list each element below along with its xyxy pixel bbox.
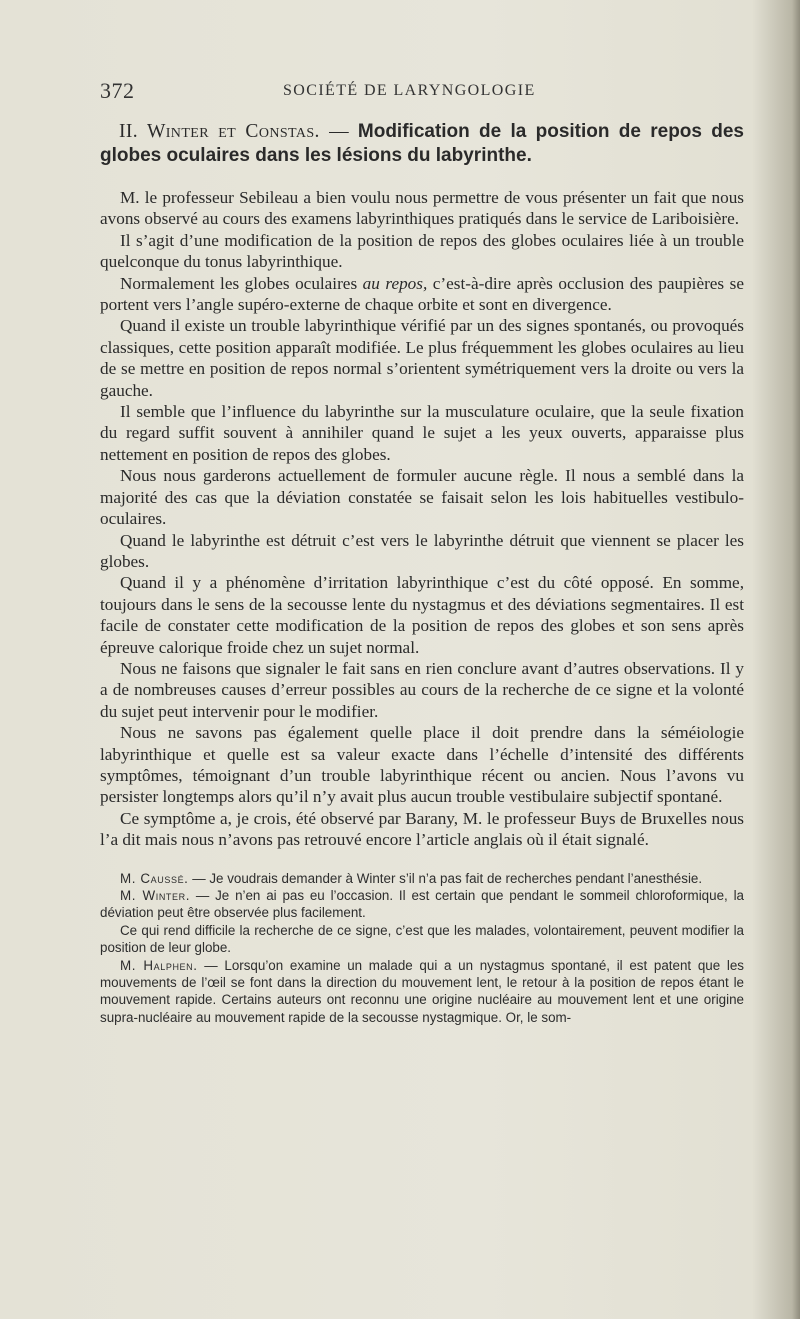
paragraph-text: c’est-à-dire après occlusion des paupières se portent vers l’angle supéro-externe de chaque orbite et sont en divergence. bbox=[100, 273, 744, 315]
paragraph: Quand il existe un trouble labyrinthique vérifié par un des signes spontanés, ou provoqués classiques, cette position apparaît modifiée. Le plus fréquemment les globes oculaires au lieu de se mettre en position de repos normal s’orientent symétriquement vers la droite ou vers la gauche. bbox=[100, 316, 744, 400]
paragraph: Nous ne savons pas également quelle place il doit prendre dans la séméiologie labyrinthique et quelle est sa valeur exacte dans l’échelle d’intensité des différents symptômes, témoignant d’un trouble labyrinthique récent ou ancien. Nous l’avons vu persister longtemps alors qu’il n’y avait plus aucun trouble vestibulaire subjectif spontané. bbox=[100, 723, 744, 807]
discussion-text: Ce qui rend difficile la recherche de ce signe, c’est que les malades, volontairement, peuvent modifier la position de leur globe. bbox=[100, 922, 744, 956]
discussion-entry bbox=[100, 887, 744, 922]
paragraph-text: Normalement les globes oculaires bbox=[120, 273, 363, 293]
paragraph-italic: au repos, bbox=[362, 273, 428, 293]
speaker-name: M. Halphen. bbox=[120, 957, 198, 973]
paragraph: Nous nous garderons actuellement de formuler aucune règle. Il nous a semblé dans la majorité des cas que la déviation constatée se faisait selon les lois habituelles vestibulo-oculaires. bbox=[100, 466, 744, 529]
paragraph: Ce symptôme a, je crois, été observé par Barany, M. le professeur Buys de Bruxelles nous l’a dit mais nous n’avons pas retrouvé encore l’article anglais où il était signalé. bbox=[100, 808, 744, 850]
page-header bbox=[100, 78, 742, 108]
paragraph: Il semble que l’influence du labyrinthe sur la musculature oculaire, que la seule fixation du regard suffit souvent à annihiler quand le sujet a les yeux ouverts, apparaisse plus nettement en position de repos des globes. bbox=[100, 402, 744, 464]
discussion-entry bbox=[100, 922, 744, 957]
paragraph: M. le professeur Sebileau a bien voulu nous permettre de vous présenter un fait que nous avons observé au cours des examens labyrinthiques pratiqués dans le service de Lariboisière. bbox=[100, 188, 744, 229]
paragraph: Il s’agit d’une modification de la position de repos des globes oculaires liée à un trouble quelconque du tonus labyrinthique. bbox=[100, 230, 744, 272]
paragraph: Quand le labyrinthe est détruit c’est vers le labyrinthe détruit que viennent se placer les globes. bbox=[100, 530, 744, 571]
article-authors: Winter et Constas. — bbox=[146, 121, 350, 142]
speaker-name: M. Winter. bbox=[120, 888, 191, 903]
discussion-entry bbox=[100, 957, 744, 1027]
discussion-entry bbox=[100, 870, 744, 887]
discussion-text: — Lorsqu’on examine un malade qui a un nystagmus spontané, il est patent que les mouvements de l’œil se font dans la direction du mouvement lent, le retour à la position de repos étant le mouvement rapide. Certains auteurs ont reconnu une origine nucléaire au mouvement lent et une origine supra-nucléaire au mouvement rapide de la secousse nystagmique. Or, le som- bbox=[100, 957, 745, 1025]
paragraph bbox=[100, 273, 744, 316]
article-title bbox=[100, 120, 744, 168]
article-title-text: Modification de la position de repos des globes oculaires dans les lésions du labyrinthe. bbox=[100, 121, 744, 166]
article-body bbox=[100, 187, 744, 851]
paragraph: Nous ne faisons que signaler le fait sans en rien conclure avant d’autres observations. Il y a de nombreuses causes d’erreur possibles au cours de la recherche de ce signe et la volonté du sujet peut intervenir pour le modifier. bbox=[100, 658, 744, 721]
discussion-text: — Je voudrais demander à Winter s’il n’a pas fait de recherches pendant l’anesthésie. bbox=[188, 870, 703, 886]
article-content bbox=[100, 120, 744, 1026]
running-head: SOCIÉTÉ DE LARYNGOLOGIE bbox=[283, 82, 536, 99]
page-number: 372 bbox=[100, 78, 135, 103]
article-number: II. bbox=[119, 121, 139, 142]
discussion-section bbox=[100, 870, 744, 1027]
paragraph: Quand il y a phénomène d’irritation labyrinthique c’est du côté opposé. En somme, toujours dans le sens de la secousse lente du nystagmus et des déviations segmentaires. Il est facile de constater cette modification de la position de repos des globes et son sens après épreuve calorique froide chez un sujet normal. bbox=[100, 573, 744, 657]
discussion-text: — Je n’en ai pas eu l’occasion. Il est certain que pendant le sommeil chloroformique, la déviation peut être observée plus facilement. bbox=[100, 888, 744, 921]
speaker-name: M. Caussé. bbox=[120, 870, 189, 886]
